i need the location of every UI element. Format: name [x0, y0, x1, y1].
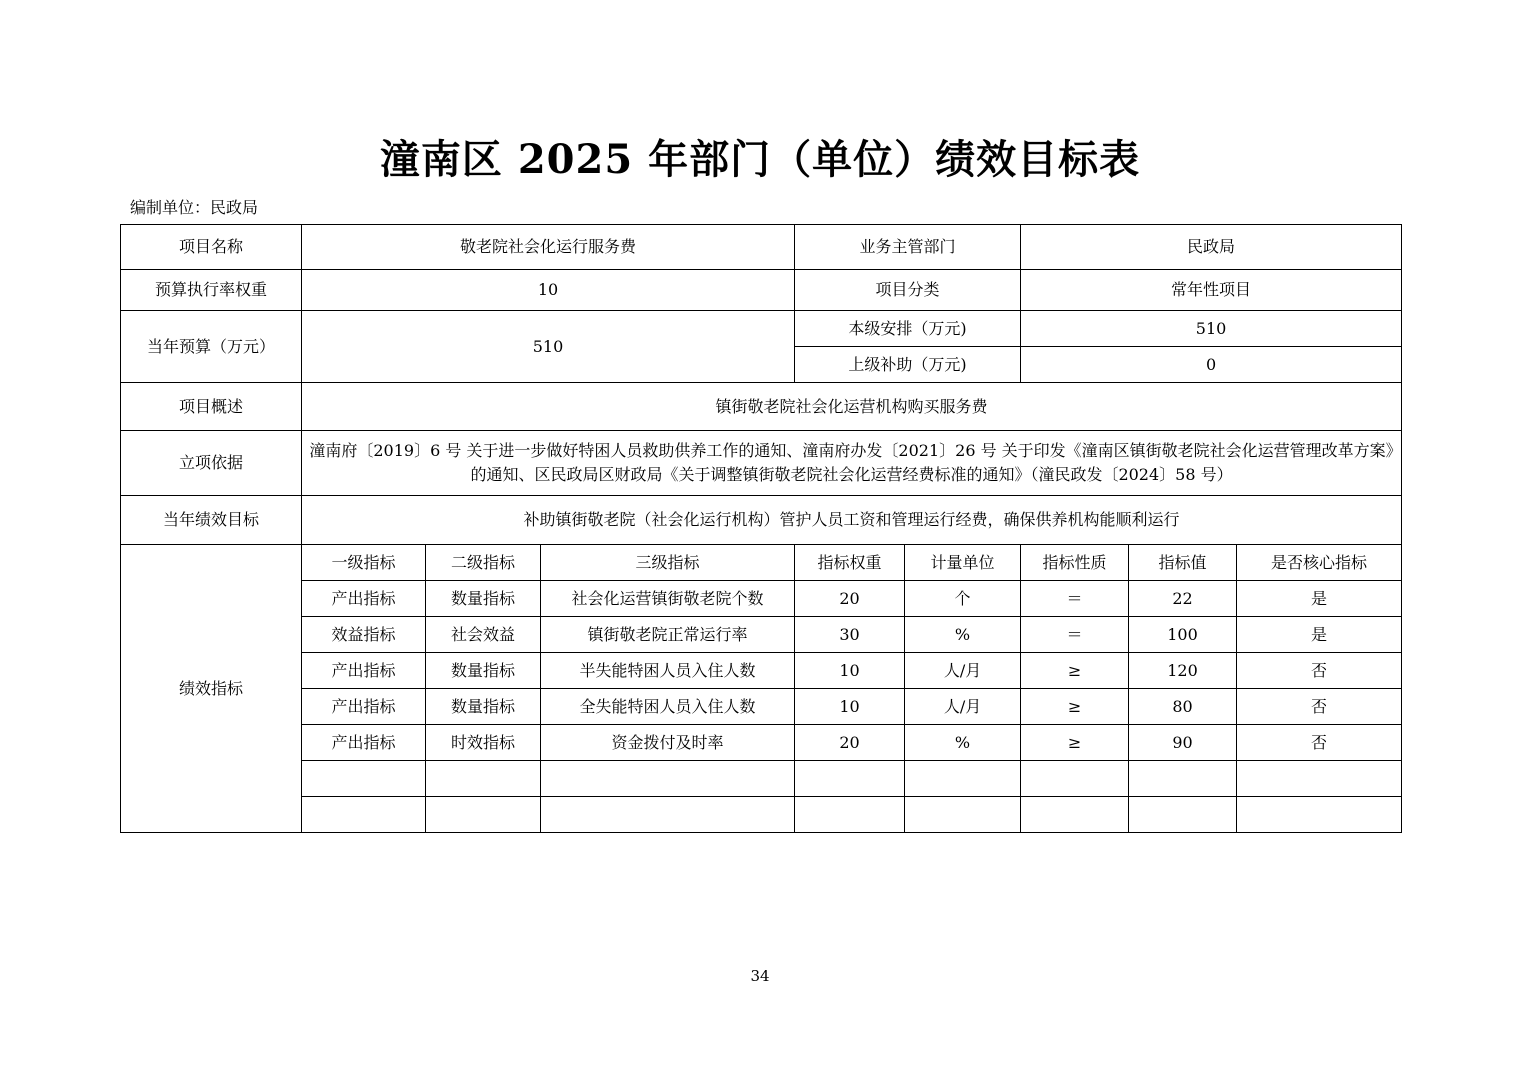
unit-cell: 个 — [905, 581, 1021, 617]
level3-cell: 资金拨付及时率 — [541, 725, 795, 761]
row-project-name — [121, 225, 1402, 270]
nature-cell: ≥ — [1021, 689, 1129, 725]
row-budget-local — [121, 311, 1402, 347]
overview-label: 项目概述 — [121, 383, 302, 431]
weight-value: 10 — [302, 270, 795, 311]
table-row — [121, 617, 1402, 653]
level1-cell: 产出指标 — [302, 689, 426, 725]
basis-value: 潼南府〔2019〕6 号 关于进一步做好特困人员救助供养工作的通知、潼南府办发〔2021〕26 号 关于印发《潼南区镇街敬老院社会化运营管理改革方案》的通知、区民政局区财政局《关于调整镇街敬老院社会化运营经费标准的通知》（潼民政发〔2024〕58 号） — [302, 431, 1402, 496]
table-row-empty — [121, 761, 1402, 797]
nature-cell: ≥ — [1021, 653, 1129, 689]
table-row — [121, 689, 1402, 725]
nature-cell: ≥ — [1021, 725, 1129, 761]
core-cell — [1237, 797, 1402, 833]
value-cell: 22 — [1129, 581, 1237, 617]
core-cell — [1237, 761, 1402, 797]
upper-label: 上级补助（万元) — [795, 347, 1021, 383]
goal-value: 补助镇街敬老院（社会化运行机构）管护人员工资和管理运行经费，确保供养机构能顺利运行 — [302, 496, 1402, 545]
compiling-unit: 编制单位：民政局 — [130, 198, 259, 217]
header-level1: 一级指标 — [302, 545, 426, 581]
weight-cell: 20 — [795, 581, 905, 617]
dept-value: 民政局 — [1021, 225, 1402, 270]
budget-label: 当年预算（万元） — [121, 311, 302, 383]
level1-cell — [302, 797, 426, 833]
nature-cell: ＝ — [1021, 581, 1129, 617]
weight-cell: 20 — [795, 725, 905, 761]
unit-cell — [905, 761, 1021, 797]
level1-cell: 效益指标 — [302, 617, 426, 653]
performance-table — [120, 224, 1402, 833]
table-row-empty — [121, 797, 1402, 833]
value-cell: 80 — [1129, 689, 1237, 725]
weight-cell: 30 — [795, 617, 905, 653]
level2-cell: 数量指标 — [426, 653, 541, 689]
indicator-header-row — [121, 545, 1402, 581]
header-weight: 指标权重 — [795, 545, 905, 581]
unit-cell: 人/月 — [905, 689, 1021, 725]
core-cell: 否 — [1237, 725, 1402, 761]
header-level2: 二级指标 — [426, 545, 541, 581]
level3-cell — [541, 797, 795, 833]
core-cell: 否 — [1237, 689, 1402, 725]
nature-cell — [1021, 761, 1129, 797]
level3-cell: 半失能特困人员入住人数 — [541, 653, 795, 689]
level3-cell: 社会化运营镇街敬老院个数 — [541, 581, 795, 617]
weight-label: 预算执行率权重 — [121, 270, 302, 311]
core-cell: 否 — [1237, 653, 1402, 689]
core-cell: 是 — [1237, 617, 1402, 653]
value-cell: 100 — [1129, 617, 1237, 653]
header-value: 指标值 — [1129, 545, 1237, 581]
indicators-label: 绩效指标 — [121, 545, 302, 833]
level3-cell: 镇街敬老院正常运行率 — [541, 617, 795, 653]
header-core: 是否核心指标 — [1237, 545, 1402, 581]
unit-cell: % — [905, 725, 1021, 761]
project-name-value: 敬老院社会化运行服务费 — [302, 225, 795, 270]
page-number: 34 — [750, 967, 770, 985]
level1-cell: 产出指标 — [302, 653, 426, 689]
level2-cell: 数量指标 — [426, 689, 541, 725]
table-row — [121, 725, 1402, 761]
upper-value: 0 — [1021, 347, 1402, 383]
nature-cell — [1021, 797, 1129, 833]
value-cell: 90 — [1129, 725, 1237, 761]
weight-cell: 10 — [795, 653, 905, 689]
level1-cell — [302, 761, 426, 797]
unit-cell: 人/月 — [905, 653, 1021, 689]
page-title: 潼南区 2025 年部门（单位）绩效目标表 — [379, 136, 1141, 183]
weight-cell: 10 — [795, 689, 905, 725]
budget-value: 510 — [302, 311, 795, 383]
value-cell: 120 — [1129, 653, 1237, 689]
basis-label: 立项依据 — [121, 431, 302, 496]
unit-cell: % — [905, 617, 1021, 653]
nature-cell: ＝ — [1021, 617, 1129, 653]
level1-cell: 产出指标 — [302, 725, 426, 761]
header-nature: 指标性质 — [1021, 545, 1129, 581]
header-unit: 计量单位 — [905, 545, 1021, 581]
row-basis — [121, 431, 1402, 496]
local-value: 510 — [1021, 311, 1402, 347]
local-label: 本级安排（万元) — [795, 311, 1021, 347]
overview-value: 镇街敬老院社会化运营机构购买服务费 — [302, 383, 1402, 431]
dept-label: 业务主管部门 — [795, 225, 1021, 270]
level2-cell: 数量指标 — [426, 581, 541, 617]
value-cell — [1129, 797, 1237, 833]
unit-cell — [905, 797, 1021, 833]
level2-cell: 社会效益 — [426, 617, 541, 653]
level3-cell — [541, 761, 795, 797]
value-cell — [1129, 761, 1237, 797]
level3-cell: 全失能特困人员入住人数 — [541, 689, 795, 725]
project-name-label: 项目名称 — [121, 225, 302, 270]
level2-cell: 时效指标 — [426, 725, 541, 761]
level2-cell — [426, 797, 541, 833]
row-weight — [121, 270, 1402, 311]
core-cell: 是 — [1237, 581, 1402, 617]
weight-cell — [795, 797, 905, 833]
category-value: 常年性项目 — [1021, 270, 1402, 311]
row-goal — [121, 496, 1402, 545]
goal-label: 当年绩效目标 — [121, 496, 302, 545]
table-row — [121, 653, 1402, 689]
weight-cell — [795, 761, 905, 797]
level2-cell — [426, 761, 541, 797]
category-label: 项目分类 — [795, 270, 1021, 311]
row-overview — [121, 383, 1402, 431]
level1-cell: 产出指标 — [302, 581, 426, 617]
table-row — [121, 581, 1402, 617]
header-level3: 三级指标 — [541, 545, 795, 581]
